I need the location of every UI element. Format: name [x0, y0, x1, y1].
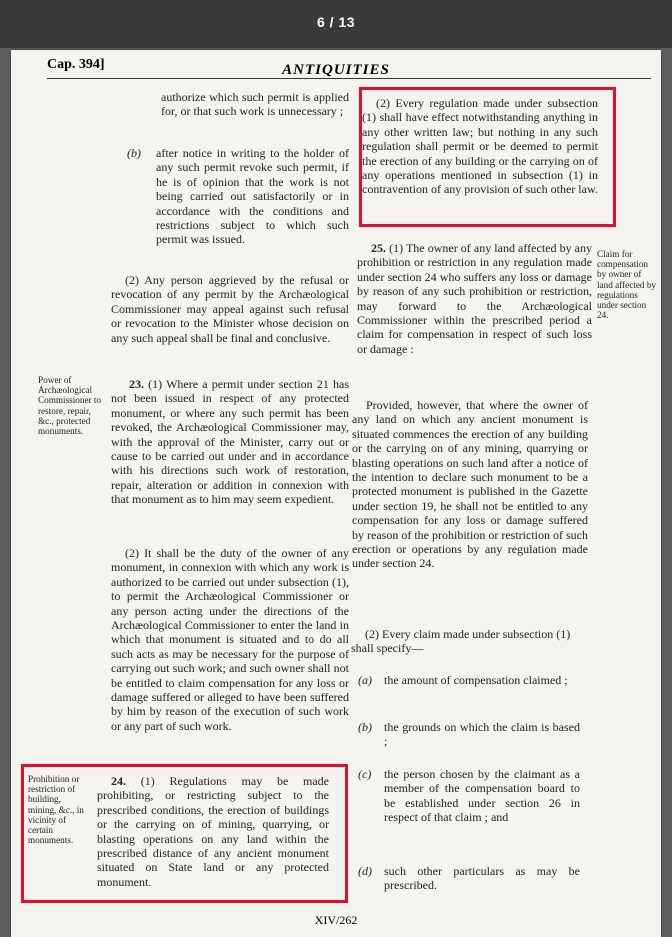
document-page: [11, 50, 661, 937]
viewer-toolbar: [0, 0, 672, 48]
section-23-para-1: 23. (1) Where a permit under section 21 has not been issued in respect of any protected monument, or where any such permit has been revoked, the Archæological Commissioner may, with the approval of the Minister, carry out or cause to be carried out under and in accordance with his directions such work of restoration, repair, alteration or addition in connexion with that monument as to him may seem expedient.: [111, 377, 350, 507]
page-footer-ref: XIV/262: [314, 913, 358, 927]
item-d-text: such other particulars as may be prescribed.: [384, 864, 580, 893]
item-a-label: (a): [358, 673, 372, 687]
section-25-number: 25.: [371, 241, 386, 255]
page-title: ANTIQUITIES: [282, 62, 390, 78]
item-b-text: the grounds on which the claim is based ;: [384, 720, 580, 749]
page-indicator: 6 / 13: [316, 14, 356, 30]
margin-note-s24: Prohibition or restriction of building, mining, &c., in vicinity of certain monuments.: [28, 774, 84, 846]
margin-note-s25: Claim for compensation by owner of land affected by regulations under section 24.: [597, 249, 657, 321]
clause-b-label: (b): [127, 146, 141, 160]
item-b-label: (b): [358, 720, 372, 734]
header-rule: [47, 78, 651, 79]
clause-b-text: after notice in writing to the holder of any such permit revoke such permit, if he is of opinion that the work is not being carried out satisfactorily or in accordance with the conditions and restrictions subject to which such permit was issued.: [156, 146, 349, 247]
section-24-para-2: (2) Every regulation made under subsection (1) shall have effect notwithstanding anything in any other written law; but nothing in any such regulation shall permit or be deemed to permit the erection of any building or the carrying on of any operations mentioned in subsection (1) in contravention of any provision of such other law.: [362, 96, 598, 197]
highlight-box-section-24-2: [359, 87, 616, 227]
section-24-para-1: 24. (1) Regulations may be made prohibiting, or restricting subject to the prescribed conditions, the erection of buildings or the carrying on of mining, quarrying, or blasting operations on any land within the prescribed distance of any ancient monument situated on State land or any protected monument.: [97, 774, 330, 889]
item-a-text: the amount of compensation claimed ;: [384, 673, 568, 687]
highlight-box-section-24-1: [21, 764, 348, 903]
chapter-number: Cap. 394]: [47, 57, 105, 72]
section-23-para-2: (2) It shall be the duty of the owner of any monument, in connexion with which any work is authorized to be carried out under subsection (1), to permit the Archæological Commissioner or any person acting under the directions of the Archæological Commissioner to enter the land in which that monument is situated and to do all such acts as may be necessary for the purpose of carrying out such work; and such owner shall not be entitled to claim compensation for any loss or damage suffered or alleged to have been suffered by him by reason of the execution of such work or any part of such work.: [111, 546, 349, 733]
left-para-continuation: authorize which such permit is applied for, or that such work is unnecessary ;: [161, 90, 349, 119]
section-23-number: 23.: [129, 377, 144, 391]
subsection-2-appeal: (2) Any person aggrieved by the refusal or revocation of any permit by the Archæological Commissioner may appeal against such refusal or revocation to the Minister whose decision on any such appeal shall be final and conclusive.: [111, 273, 349, 345]
item-d-label: (d): [358, 864, 372, 878]
section-25-para-2: (2) Every claim made under subsection (1) shall specify—: [351, 627, 571, 656]
margin-note-s23: Power of Archæological Commissioner to restore, repair, &c., protected monuments.: [38, 375, 102, 437]
item-c-text: the person chosen by the claimant as a member of the compensation board to be established under section 26 in respect of that claim ; and: [384, 767, 580, 825]
item-c-label: (c): [358, 767, 372, 781]
section-25-para-1: 25. (1) The owner of any land affected by any prohibition or restriction in any regulation made under section 24 who suffers any loss or damage by reason of any such prohibition or restriction, may forward to the Archæological Commissioner within the prescribed period a claim for compensation in respect of such loss or damage :: [357, 241, 592, 356]
proviso-para: Provided, however, that where the owner of any land on which any ancient monument is situated commences the erection of any building or the carrying on of any mining, quarrying or blasting operations on such land after a notice of the intention to declare such monument to be a protected monument is published in the Gazette under section 19, he shall not be entitled to any compensation for any loss or damage suffered by reason of the prohibition or restriction of such erection or operations by any regulation made under section 24.: [352, 398, 588, 571]
section-24-number: 24.: [111, 774, 126, 788]
